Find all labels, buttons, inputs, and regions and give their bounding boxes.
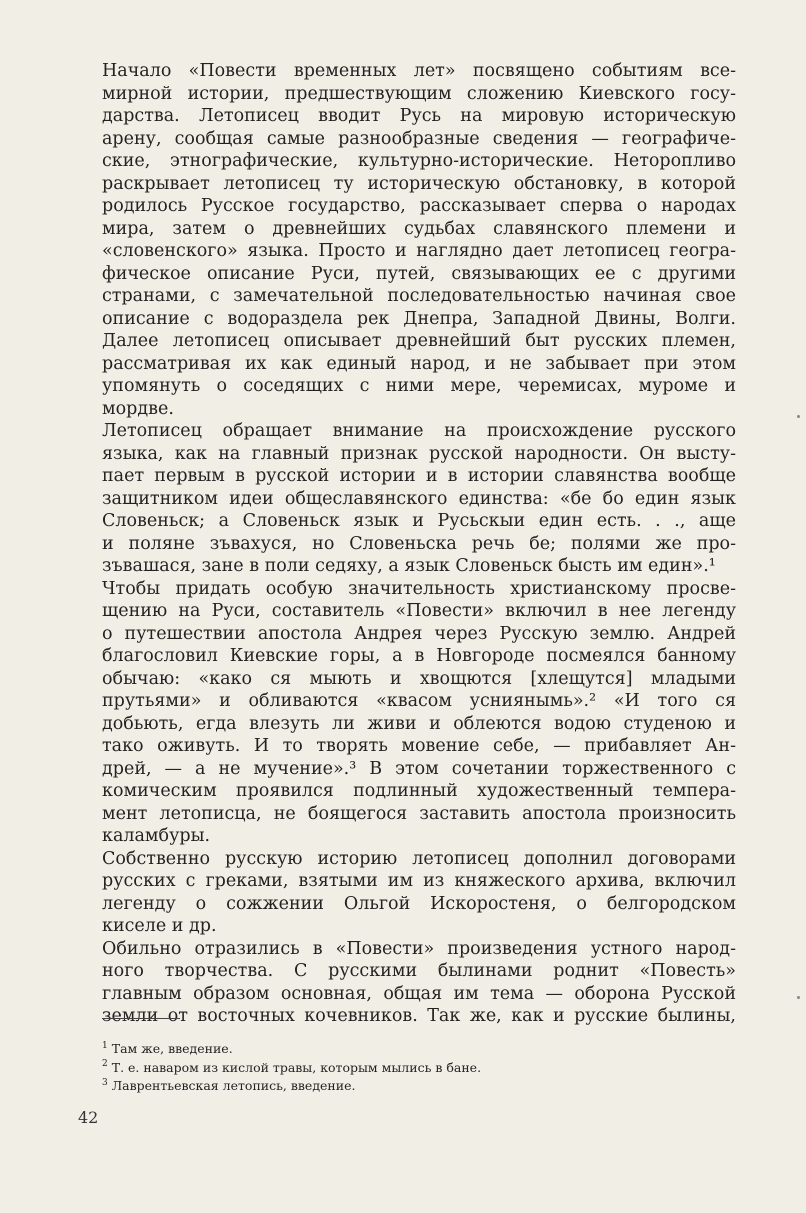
text-line: «словенского» языка. Просто и наглядно дает летописец геогра-	[102, 241, 736, 261]
text-line: обычаю: «како ся мыють и хвощются [хлещутся] младыми	[102, 668, 736, 689]
text-line: раскрывает летописец ту историческую обстановку, в которой	[102, 173, 736, 194]
text-line: благословил Киевские горы, а в Новгороде посмеялся банному	[102, 646, 736, 666]
footnote-number: 3	[102, 1077, 108, 1088]
text-line: тако оживуть. И то творять мовение себе, — прибавляет Ан-	[102, 736, 736, 756]
text-line: каламбуры.	[102, 826, 211, 846]
text-line: описание с водораздела рек Днепра, Западной Двины, Волги.	[102, 308, 736, 329]
text-line: о путешествии апостола Андрея через Русскую землю. Андрей	[102, 623, 736, 644]
paragraph-5	[102, 938, 736, 1028]
footnotes	[102, 1040, 736, 1096]
scan-speck	[797, 415, 800, 418]
text-line: мирной истории, предшествующим сложению Киевского госу-	[102, 83, 736, 104]
text-line: Собственно русскую историю летописец дополнил договорами	[102, 848, 736, 869]
footnote-text: Лаврентьевская летопись, введение.	[111, 1078, 356, 1093]
footnote-1	[102, 1040, 736, 1059]
text-line: зъвашася, зане в поли седяху, а язык Словеньск бысть им един».¹	[102, 556, 716, 576]
text-line: странами, с замечательной последовательностью начиная свое	[102, 286, 736, 306]
text-line: Далее летописец описывает древнейший быт русских племен,	[102, 331, 736, 351]
text-line: арену, сообщая самые разнообразные сведения — географиче-	[102, 128, 736, 149]
text-line: пает первым в русской истории и в истории славянства вообще	[102, 466, 736, 486]
text-line: Обильно отразились в «Повести» произведения устного народ-	[102, 938, 736, 959]
text-line: фическое описание Руси, путей, связывающих ее с другими	[102, 263, 736, 284]
footnote-2	[102, 1059, 736, 1078]
text-line: ного творчества. С русскими былинами роднит «Повесть»	[102, 961, 736, 981]
scan-speck	[797, 996, 800, 999]
text-line: земли от восточных кочевников. Так же, как и русские былины,	[102, 1006, 736, 1026]
text-line: комическим проявился подлинный художественный темпера-	[102, 781, 736, 801]
text-line: ские, этнографические, культурно-исторические. Неторопливо	[102, 151, 736, 171]
body-text	[102, 60, 736, 1028]
text-line: Чтобы придать особую значительность христианскому просве-	[102, 578, 736, 599]
text-line: дрей, — а не мучение».³ В этом сочетании торжественного с	[102, 758, 736, 779]
paragraph-2	[102, 420, 736, 578]
text-line: рассматривая их как единый народ, и не забывает при этом	[102, 353, 736, 374]
footnote-text: Т. е. наваром из кислой травы, которым мылись в бане.	[111, 1059, 482, 1075]
text-line: добьють, егда влезуть ли живи и облеются водою студеною и	[102, 713, 736, 734]
paragraph-1	[102, 60, 736, 420]
footnote-separator	[102, 1018, 180, 1019]
text-line: мира, затем о древнейших судьбах славянского племени и	[102, 218, 736, 239]
paragraph-3	[102, 578, 736, 848]
text-line: щению на Руси, составитель «Повести» включил в нее легенду	[102, 601, 736, 621]
footnote-3	[102, 1077, 736, 1096]
text-line: русских с греками, взятыми им из княжеского архива, включил	[102, 871, 736, 891]
text-line: дарства. Летописец вводит Русь на мировую историческую	[102, 106, 736, 126]
text-line: легенду о сожжении Ольгой Искоростеня, о белгородском	[102, 893, 736, 914]
text-line: языка, как на главный признак русской народности. Он высту-	[102, 443, 736, 464]
text-line: мент летописца, не боящегося заставить апостола произносить	[102, 803, 736, 824]
footnote-number: 1	[102, 1040, 108, 1051]
paragraph-4	[102, 848, 736, 938]
text-line: родилось Русское государство, рассказывает сперва о народах	[102, 196, 736, 216]
page-number: 42	[78, 1108, 99, 1127]
text-line: Словеньск; а Словеньск язык и Русьскыи един есть. . ., аще	[102, 511, 736, 531]
text-line: прутьями» и обливаются «квасом усниянымь».² «И того ся	[102, 691, 736, 711]
text-line: главным образом основная, общая им тема — оборона Русской	[102, 983, 736, 1004]
text-line: Летописец обращает внимание на происхождение русского	[102, 421, 736, 441]
text-line: упомянуть о соседящих с ними мере, черемисах, муроме и	[102, 376, 736, 396]
text-line: Начало «Повести временных лет» посвящено событиям все-	[102, 61, 736, 81]
text-line: защитником идеи общеславянского единства: «бе бо един язык	[102, 488, 736, 509]
text-line: мордве.	[102, 398, 174, 419]
text-line: и поляне зъвахуся, но Словеньска речь бе; полями же про-	[102, 533, 736, 554]
footnote-text: Там же, введение.	[111, 1041, 233, 1056]
text-line: киселе и др.	[102, 916, 217, 936]
footnote-number: 2	[102, 1059, 108, 1070]
